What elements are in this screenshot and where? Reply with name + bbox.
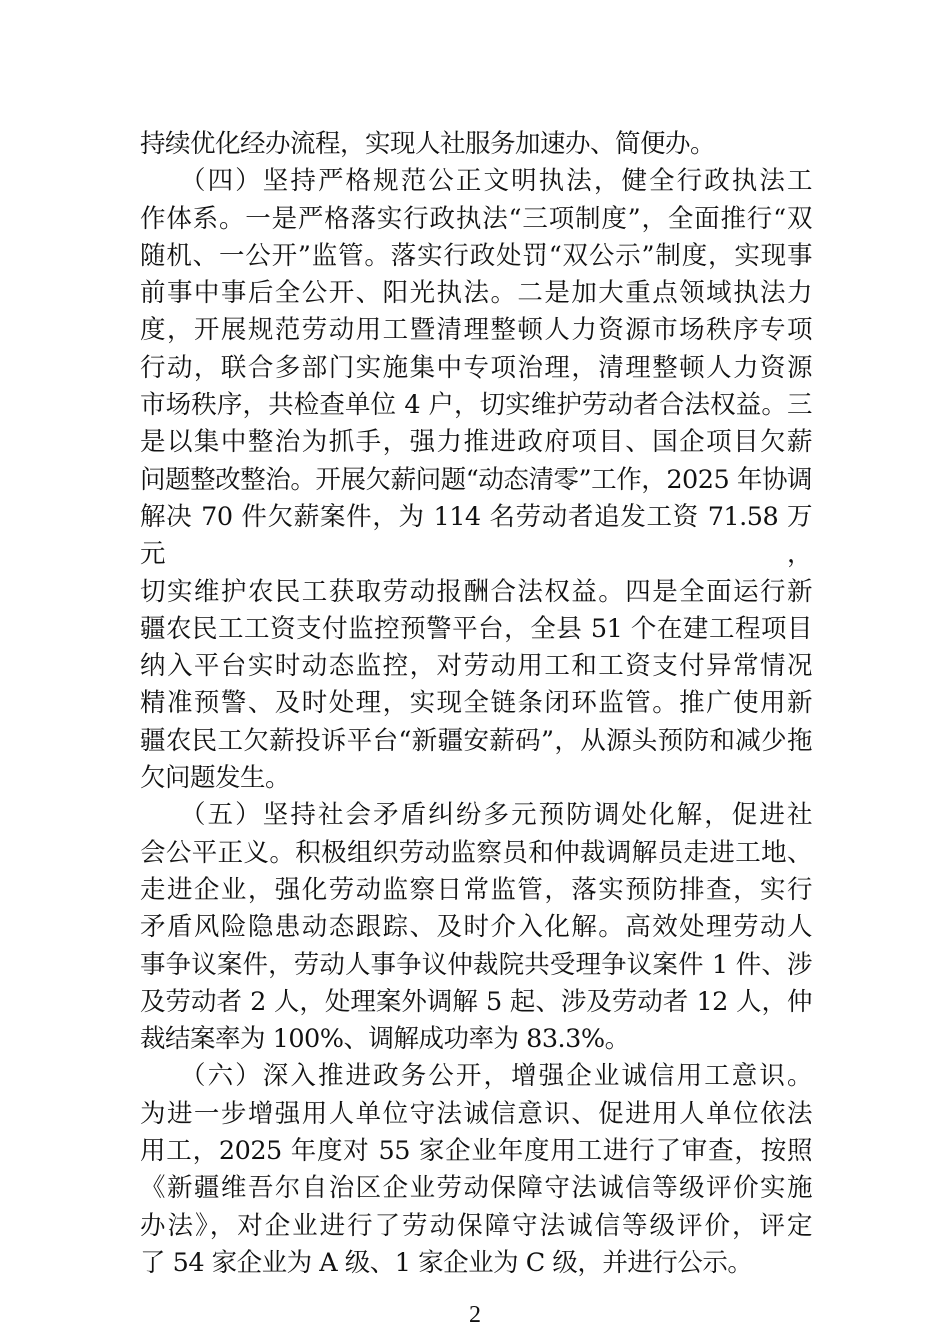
text-line: （四）坚持严格规范公正文明执法，健全行政执法工: [180, 166, 812, 197]
text-line: 前事中事后全公开、阳光执法。二是加大重点领域执法力: [140, 278, 812, 309]
text-line: 办法》，对企业进行了劳动保障守法诚信等级评价，评定: [140, 1210, 812, 1241]
paragraph: [140, 1058, 812, 1282]
text-line: 走进企业，强化劳动监察日常监管，落实预防排查，实行: [140, 874, 812, 905]
text-line: 疆农民工工资支付监控预警平台，全县 51 个在建工程项目: [140, 613, 812, 644]
text-line: 用工，2025 年度对 55 家企业年度用工进行了审查，按照: [140, 1136, 812, 1167]
page-number: 2: [469, 1302, 481, 1328]
text-line: 市场秩序，共检查单位 4 户，切实维护劳动者合法权益。三: [140, 390, 812, 421]
text-line: 《新疆维吾尔自治区企业劳动保障守法诚信等级评价实施: [140, 1173, 812, 1204]
text-line: 精准预警、及时处理，实现全链条闭环监管。推广使用新: [140, 688, 812, 719]
paragraph: [140, 126, 812, 163]
text-line: 行动，联合多部门实施集中专项治理，清理整顿人力资源: [140, 352, 812, 383]
text-line: 事争议案件，劳动人事争议仲裁院共受理争议案件 1 件、涉: [140, 949, 812, 980]
text-line: （五）坚持社会矛盾纠纷多元预防调处化解，促进社: [180, 800, 812, 831]
document-body: [140, 126, 812, 1282]
text-line: 问题整改整治。开展欠薪问题“动态清零”工作，2025 年协调: [140, 464, 812, 495]
text-line: 随机、一公开”监管。落实行政处罚“双公示”制度，实现事: [140, 240, 812, 271]
text-line: 持续优化经办流程，实现人社服务加速办、简便办。: [140, 129, 716, 159]
text-line: 作体系。一是严格落实行政执法“三项制度”，全面推行“双: [140, 203, 812, 234]
text-line: 矛盾风险隐患动态跟踪、及时介入化解。高效处理劳动人: [140, 912, 812, 943]
paragraph: [140, 797, 812, 1058]
text-line: 度，开展规范劳动用工暨清理整顿人力资源市场秩序专项: [140, 315, 812, 346]
text-line: 纳入平台实时动态监控，对劳动用工和工资支付异常情况: [140, 651, 812, 682]
text-line: 裁结案率为 100%、调解成功率为 83.3%。: [140, 1024, 630, 1055]
text-line: 解决 70 件欠薪案件，为 114 名劳动者追发工资 71.58 万元，: [140, 501, 812, 570]
text-line: 切实维护农民工获取劳动报酬合法权益。四是全面运行新: [140, 576, 812, 607]
text-line: 为进一步增强用人单位守法诚信意识、促进用人单位依法: [140, 1098, 812, 1129]
text-line: 欠问题发生。: [140, 763, 291, 794]
text-line: 了 54 家企业为 A 级、1 家企业为 C 级，并进行公示。: [140, 1247, 753, 1278]
text-line: 会公平正义。积极组织劳动监察员和仲裁调解员走进工地、: [140, 837, 812, 868]
text-line: 及劳动者 2 人，处理案外调解 5 起、涉及劳动者 12 人，仲: [140, 986, 812, 1017]
text-line: （六）深入推进政务公开，增强企业诚信用工意识。: [180, 1061, 812, 1092]
text-line: 是以集中整治为抓手，强力推进政府项目、国企项目欠薪: [140, 427, 812, 458]
text-line: 疆农民工欠薪投诉平台“新疆安薪码”，从源头预防和减少拖: [140, 725, 812, 756]
paragraph: [140, 163, 812, 797]
